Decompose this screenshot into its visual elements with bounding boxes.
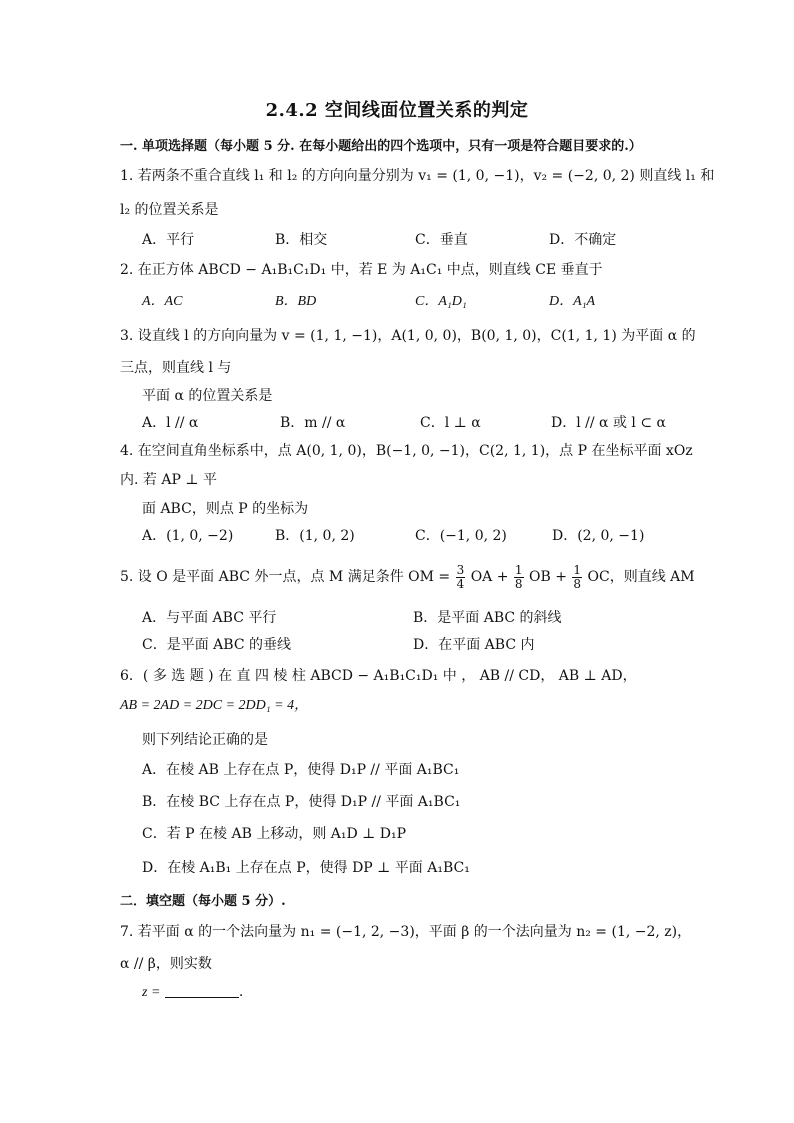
question-2-option-b: B．BD xyxy=(275,294,317,309)
question-1-stem: 1. 若两条不重合直线 l₁ 和 l₂ 的方向向量分别为 v₁ = (1, 0, −1)，v₂ = (−2, 0, 2) 则直线 l₁ 和 xyxy=(120,168,715,184)
question-5-option-b: B．是平面 ABC 的斜线 xyxy=(413,610,562,626)
question-4-stem: 4. 在空间直角坐标系中，点 A(0, 1, 0)，B(−1, 0, −1)，C(2, 1, 1)，点 P 在坐标平面 xOz xyxy=(120,443,693,459)
question-6-option-d: D．在棱 A₁B₁ 上存在点 P，使得 DP ⊥ 平面 A₁BC₁ xyxy=(142,860,470,876)
question-1-stem-cont: l₂ 的位置关系是 xyxy=(120,202,219,218)
question-5-option-d: D．在平面 ABC 内 xyxy=(413,637,535,653)
question-4-option-d: D．(2, 0, −1) xyxy=(552,528,645,544)
question-2-option-c: C．A₁D₁ xyxy=(415,294,467,309)
question-4-option-c: C．(−1, 0, 2) xyxy=(415,528,507,544)
question-4-option-b: B．(1, 0, 2) xyxy=(275,528,355,544)
question-2-option-d: D．A₁A xyxy=(549,294,596,309)
question-2-option-a: A．AC xyxy=(142,294,183,309)
fraction-3-4: $\frac{3}{4}$ xyxy=(456,562,465,591)
section-heading-single-choice: 一. 单项选择题（每小题 5 分. 在每小题给出的四个选项中，只有一项是符合题目要求的.） xyxy=(120,139,642,154)
question-3-stem-cont2: 平面 α 的位置关系是 xyxy=(142,388,273,404)
question-3-option-d: D．l // α 或 l ⊂ α xyxy=(551,415,666,431)
fraction-1-8-ob: $\frac{1}{8}$ xyxy=(514,562,523,591)
question-5-stem: 5. 设 O 是平面 ABC 外一点，点 M 满足条件 OM = $\frac{3}{4}$ OA + $\frac{1}{8}$ OB + $\frac{1}{8}$ OC，则直线 AM xyxy=(120,562,695,591)
fraction-1-8-oc: $\frac{1}{8}$ xyxy=(573,562,582,591)
question-3-stem: 3. 设直线 l 的方向向量为 v = (1, 1, −1)，A(1, 0, 0)，B(0, 1, 0)，C(1, 1, 1) 为平面 α 的 xyxy=(120,328,696,344)
question-6-option-b: B．在棱 BC 上存在点 P，使得 D₁P // 平面 A₁BC₁ xyxy=(142,794,461,810)
page-title: 2.4.2 空间线面位置关系的判定 xyxy=(265,100,529,121)
question-6-stem-cont2: 则下列结论正确的是 xyxy=(142,732,268,748)
question-1-option-c: C．垂直 xyxy=(415,232,468,248)
question-6-stem: 6．( 多 选 题 ) 在 直 四 棱 柱 ABCD − A₁B₁C₁D₁ 中 ， AB // CD， AB ⊥ AD， xyxy=(120,668,637,684)
question-7-stem: 7. 若平面 α 的一个法向量为 n₁ = (−1, 2, −3)，平面 β 的一个法向量为 n₂ = (1, −2, z)， xyxy=(120,924,692,940)
question-5-option-a: A．与平面 ABC 平行 xyxy=(142,610,277,626)
question-1-option-b: B．相交 xyxy=(275,232,328,248)
question-4-stem-cont2: 面 ABC，则点 P 的坐标为 xyxy=(142,501,309,517)
question-3-option-a: A．l // α xyxy=(142,415,199,431)
question-6-option-c: C．若 P 在棱 AB 上移动，则 A₁D ⊥ D₁P xyxy=(142,826,407,842)
question-1-option-d: D．不确定 xyxy=(549,232,617,248)
question-7-variable: z = xyxy=(142,985,161,1000)
question-7-answer-line: z = . xyxy=(142,984,244,1000)
question-4-stem-cont: 内. 若 AP ⊥ 平 xyxy=(120,472,217,488)
question-3-stem-cont: 三点，则直线 l 与 xyxy=(120,360,232,376)
section-heading-fill-blank: 二．填空题（每小题 5 分）. xyxy=(120,894,286,909)
question-3-option-b: B．m // α xyxy=(280,415,346,431)
question-5-prefix: 5. 设 O 是平面 ABC 外一点，点 M 满足条件 OM = xyxy=(120,569,451,585)
question-5-option-c: C．是平面 ABC 的垂线 xyxy=(142,637,291,653)
question-6-stem-cont: AB = 2AD = 2DC = 2DD₁ = 4， xyxy=(120,698,309,713)
question-4-option-a: A．(1, 0, −2) xyxy=(142,528,234,544)
question-5-suffix: OC，则直线 AM xyxy=(587,569,695,585)
question-1-option-a: A．平行 xyxy=(142,232,195,248)
answer-blank[interactable] xyxy=(165,983,239,998)
question-7-stem-cont: α // β，则实数 xyxy=(120,956,212,972)
question-3-option-c: C．l ⊥ α xyxy=(420,415,481,431)
question-2-stem: 2. 在正方体 ABCD − A₁B₁C₁D₁ 中，若 E 为 A₁C₁ 中点，则直线 CE 垂直于 xyxy=(120,262,603,278)
question-6-option-a: A．在棱 AB 上存在点 P，使得 D₁P // 平面 A₁BC₁ xyxy=(142,762,460,778)
